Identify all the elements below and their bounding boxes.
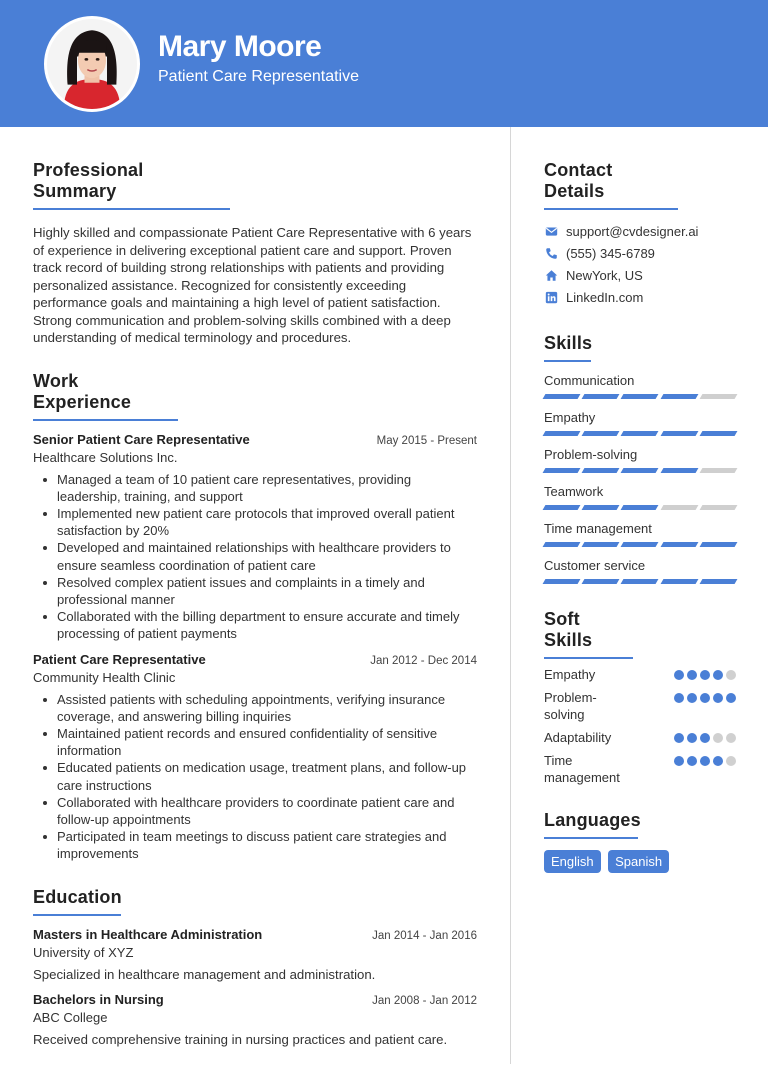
skill-level-bar: [544, 431, 736, 436]
rating-dot: [674, 693, 684, 703]
rating-dot: [700, 733, 710, 743]
skill-name: Time management: [544, 521, 652, 536]
skill-level-segment: [543, 579, 581, 584]
rating-dot: [713, 670, 723, 680]
contact-phone: [544, 242, 736, 264]
skill-name: Customer service: [544, 558, 646, 573]
soft-skill-name: Adaptability: [544, 730, 612, 745]
avatar-image: [47, 19, 137, 109]
linkedin-link[interactable]: LinkedIn.com: [566, 289, 644, 305]
skill-name: Teamwork: [544, 484, 604, 499]
list-item: Educated patients on medication usage, treatment plans, and follow-up care instructions: [33, 759, 477, 793]
rating-dot: [700, 756, 710, 766]
skill-level-segment: [582, 542, 620, 547]
resume-header: [0, 0, 768, 127]
skill-level-segment: [582, 431, 620, 436]
job-entry: [33, 432, 477, 643]
skill-level-segment: [543, 431, 581, 436]
list-item: Resolved complex patient issues and complaints in a timely and professional manner: [33, 574, 477, 608]
list-item: Assisted patients with scheduling appointments, verifying insurance coverage, and answering billing inquiries: [33, 691, 477, 725]
rating-dot: [726, 756, 736, 766]
education-date: Jan 2014 - Jan 2016: [372, 929, 477, 942]
contact-email: [544, 220, 736, 242]
skill-level-segment: [699, 468, 737, 473]
skill-level-segment: [582, 468, 620, 473]
contact-section: [544, 160, 736, 308]
contact-linkedin: [544, 286, 736, 308]
skill-name: Communication: [544, 373, 635, 388]
list-item: Collaborated with the billing department to ensure accurate and timely processing of patient payments: [33, 608, 477, 642]
job-bullets: [33, 691, 477, 863]
phone-icon: [544, 246, 558, 260]
list-item: Collaborated with healthcare providers to coordinate patient care and follow-up appointments: [33, 794, 477, 828]
list-item: Maintained patient records and ensured confidentiality of sensitive information: [33, 725, 477, 759]
skill-level-segment: [543, 505, 581, 510]
education-entry: [33, 992, 477, 1049]
school-name: ABC College: [33, 1010, 108, 1026]
skill-item: [544, 558, 736, 584]
rating-dot: [713, 756, 723, 766]
skill-level-segment: [660, 394, 698, 399]
rating-dot: [713, 693, 723, 703]
skill-level-segment: [660, 505, 698, 510]
contact-location: [544, 264, 736, 286]
list-item: Implemented new patient care protocols that improved overall patient satisfaction by 20%: [33, 505, 477, 539]
skill-level-bar: [544, 394, 736, 399]
soft-skill-name: Empathy: [544, 667, 596, 682]
skill-level-segment: [660, 579, 698, 584]
skill-level-segment: [543, 542, 581, 547]
envelope-icon: [544, 224, 558, 238]
education-date: Jan 2008 - Jan 2012: [372, 995, 477, 1008]
soft-skills-heading: Soft Skills: [544, 609, 633, 659]
candidate-name: Mary Moore: [158, 30, 322, 63]
skill-level-segment: [621, 579, 659, 584]
skill-level-segment: [660, 542, 698, 547]
skills-heading: Skills: [544, 333, 591, 362]
soft-skill-rating: [674, 729, 736, 743]
contact-heading: Contact Details: [544, 160, 678, 210]
summary-heading: Professional Summary: [33, 160, 230, 210]
soft-skill-name: Time management: [544, 753, 620, 785]
rating-dot: [726, 693, 736, 703]
skill-level-segment: [621, 542, 659, 547]
skill-level-bar: [544, 505, 736, 510]
location-text: NewYork, US: [566, 267, 643, 283]
list-item: Developed and maintained relationships with healthcare providers to ensure seamless coordination of patient care: [33, 539, 477, 573]
column-divider: [510, 127, 511, 1064]
skill-level-segment: [621, 394, 659, 399]
school-name: University of XYZ: [33, 944, 134, 960]
skill-level-segment: [699, 505, 737, 510]
soft-skill-rating: [674, 666, 736, 680]
rating-dot: [726, 670, 736, 680]
soft-skill-item: [544, 689, 736, 723]
language-tag: English: [544, 850, 601, 873]
job-company: Community Health Clinic: [33, 669, 176, 685]
skill-level-segment: [699, 542, 737, 547]
skills-section: [544, 333, 736, 584]
rating-dot: [687, 670, 697, 680]
job-title: Senior Patient Care Representative: [33, 431, 250, 447]
rating-dot: [674, 756, 684, 766]
job-date: May 2015 - Present: [376, 434, 477, 447]
skill-level-segment: [660, 468, 698, 473]
soft-skill-item: [544, 666, 736, 683]
sidebar-column: [544, 160, 736, 873]
skill-item: [544, 410, 736, 436]
skill-level-segment: [621, 468, 659, 473]
skill-level-bar: [544, 579, 736, 584]
linkedin-icon: [544, 290, 558, 304]
rating-dot: [687, 756, 697, 766]
skill-level-bar: [544, 468, 736, 473]
languages-heading: Languages: [544, 810, 638, 839]
experience-heading: Work Experience: [33, 371, 178, 421]
skill-level-segment: [621, 431, 659, 436]
profile-photo: [44, 16, 140, 112]
soft-skill-name: Problem-solving: [544, 690, 597, 722]
skill-level-segment: [699, 394, 737, 399]
skill-level-segment: [582, 394, 620, 399]
phone-text[interactable]: (555) 345-6789: [566, 245, 655, 261]
skill-name: Problem-solving: [544, 447, 638, 462]
education-entry: [33, 927, 477, 984]
list-item: Managed a team of 10 patient care representatives, providing leadership, training, and support: [33, 471, 477, 505]
soft-skill-rating: [674, 752, 736, 766]
education-heading: Education: [33, 887, 121, 916]
skill-level-segment: [699, 431, 737, 436]
list-item: Participated in team meetings to discuss patient care strategies and improvements: [33, 828, 477, 862]
soft-skill-item: [544, 752, 736, 786]
summary-section: [33, 160, 477, 347]
candidate-role: Patient Care Representative: [158, 68, 359, 85]
job-entry: [33, 652, 477, 863]
rating-dot: [700, 670, 710, 680]
languages-list: [544, 850, 736, 873]
skill-item: [544, 484, 736, 510]
skill-name: Empathy: [544, 410, 596, 425]
rating-dot: [700, 693, 710, 703]
email-link[interactable]: support@cvdesigner.ai: [566, 223, 699, 239]
skill-level-segment: [660, 431, 698, 436]
rating-dot: [687, 693, 697, 703]
degree-title: Bachelors in Nursing: [33, 992, 164, 1008]
language-tag: Spanish: [608, 850, 669, 873]
rating-dot: [674, 733, 684, 743]
job-bullets: [33, 471, 477, 643]
skill-level-segment: [699, 579, 737, 584]
soft-skill-item: [544, 729, 736, 746]
education-section: [33, 887, 477, 1049]
skill-level-segment: [582, 505, 620, 510]
job-company: Healthcare Solutions Inc.: [33, 449, 178, 465]
skill-level-segment: [543, 394, 581, 399]
rating-dot: [674, 670, 684, 680]
skill-level-segment: [582, 579, 620, 584]
skill-item: [544, 447, 736, 473]
summary-text: Highly skilled and compassionate Patient Care Representative with 6 years of experience in delivering exceptional patient care and support. Proven track record of building strong relationships with patients and providing personalized assistance. Recognized for consistently exceeding performance goals and maintaining a high level of patient satisfaction. Strong communication and problem-solving skills combined with a deep understanding of medical terminology and procedures.: [33, 225, 472, 345]
education-desc: Specialized in healthcare management and administration.: [33, 966, 376, 982]
home-icon: [544, 268, 558, 282]
soft-skills-section: [544, 609, 736, 786]
rating-dot: [726, 733, 736, 743]
rating-dot: [687, 733, 697, 743]
rating-dot: [713, 733, 723, 743]
languages-section: [544, 810, 736, 873]
job-date: Jan 2012 - Dec 2014: [370, 654, 477, 667]
skill-item: [544, 521, 736, 547]
education-desc: Received comprehensive training in nursing practices and patient care.: [33, 1032, 448, 1048]
main-column: [33, 160, 477, 1049]
experience-section: [33, 371, 477, 863]
skill-level-bar: [544, 542, 736, 547]
degree-title: Masters in Healthcare Administration: [33, 926, 263, 942]
skill-level-segment: [543, 468, 581, 473]
job-title: Patient Care Representative: [33, 651, 206, 667]
skill-item: [544, 373, 736, 399]
soft-skill-rating: [674, 689, 736, 703]
skill-level-segment: [621, 505, 659, 510]
